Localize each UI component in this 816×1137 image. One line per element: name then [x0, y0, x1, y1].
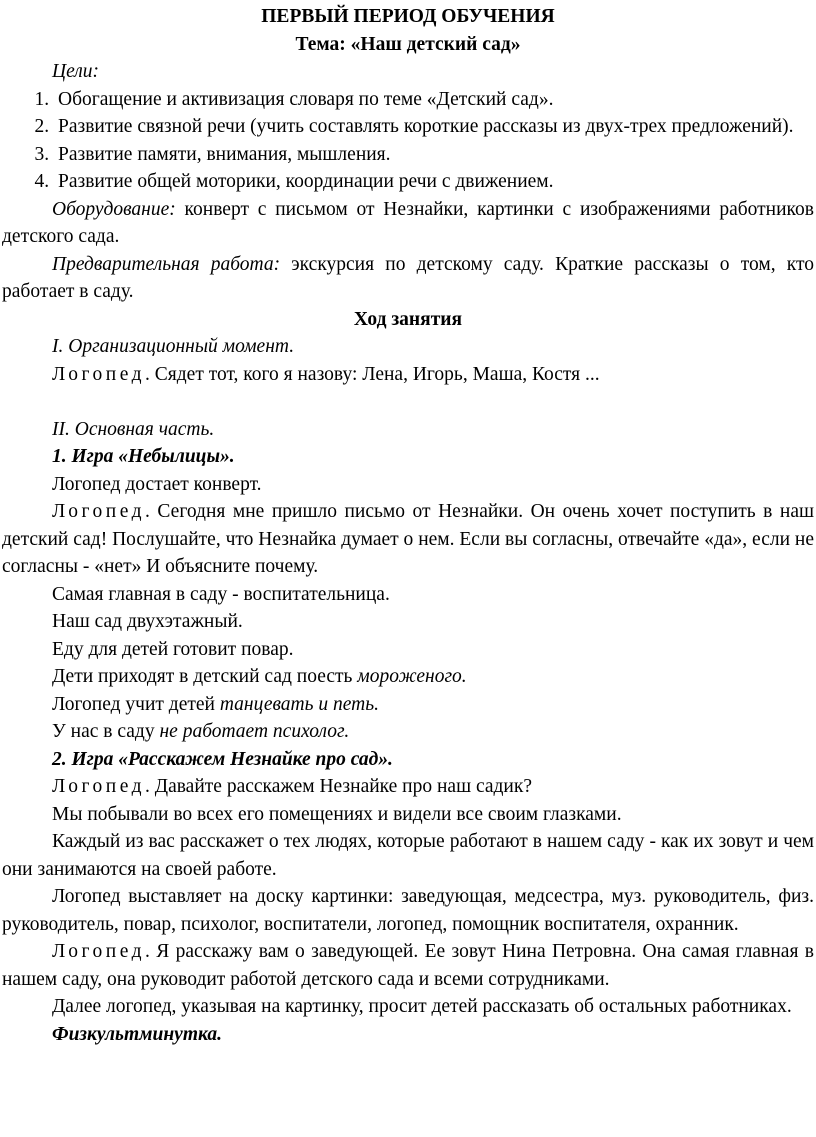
prep-text: экскурсия по детскому саду. Краткие рассказы о том, кто работает в саду. [2, 253, 814, 302]
statement [2, 663, 814, 691]
statement: Самая главная в саду - воспитательница. [52, 583, 390, 605]
phys-break-title: Физкультминутка. [52, 1023, 223, 1045]
statement-emphasis: не работает психолог. [159, 721, 350, 742]
equipment-label: Оборудование: [52, 198, 176, 220]
game2-speech-2 [2, 938, 814, 993]
statement [2, 718, 814, 746]
game1-speech [2, 498, 814, 581]
game2-paragraph: Мы побывали во всех его помещениях и видели все своим глазками. [52, 803, 622, 825]
goal-item: 3. Развитие памяти, внимания, мышления. [54, 141, 814, 169]
statement: Еду для детей готовит повар. [52, 638, 294, 660]
equipment-paragraph [2, 196, 814, 251]
spacer [2, 388, 814, 416]
prep-paragraph [2, 251, 814, 306]
game2-title: 2. Игра «Расскажем Незнайке про сад». [52, 748, 393, 770]
goals-label: Цели: [52, 61, 99, 82]
speaker-label: Логопед [52, 363, 146, 385]
game1-title: 1. Игра «Небылицы». [52, 446, 235, 467]
lesson-heading: Ход занятия [353, 308, 463, 330]
section-main: II. Основная часть. [52, 418, 215, 440]
document-topic: Тема: «Наш детский сад» [295, 33, 521, 55]
game1-intro: Логопед достает конверт. [52, 473, 262, 495]
statement-text: У нас в саду [52, 721, 160, 742]
goals-list [2, 86, 814, 196]
section-org: I. Организационный момент. [52, 336, 295, 357]
goal-item: 2. Развитие связной речи (учить составлять короткие рассказы из двух-трех предложений). [54, 113, 814, 141]
statement-text: Логопед учит детей [52, 693, 220, 715]
statement [2, 691, 814, 719]
game2-paragraph: Каждый из вас расскажет о тех людях, которые работают в нашем саду - как их зовут и чем они занимаются на своей работе. [2, 831, 814, 880]
statement-text: Дети приходят в детский сад поесть [52, 666, 358, 687]
org-text: . Сядет тот, кого я назову: Лена, Игорь, Маша, Костя ... [145, 363, 600, 385]
document-title: ПЕРВЫЙ ПЕРИОД ОБУЧЕНИЯ [261, 6, 555, 27]
statement-emphasis: мороженого. [357, 666, 467, 687]
prep-label: Предварительная работа: [52, 253, 281, 275]
game2-speech [2, 773, 814, 801]
game2-speech-text: . Давайте расскажем Незнайке про наш садик? [145, 776, 532, 797]
game2-paragraph: Логопед выставляет на доску картинки: заведующая, медсестра, муз. руководитель, физ. руководитель, повар, психолог, воспитатели, логопед, помощник воспитателя, охранник. [2, 886, 814, 935]
goal-item: 4. Развитие общей моторики, координации речи с движением. [54, 168, 814, 196]
speaker-label: Логопед [52, 501, 146, 522]
game2-speech2-text: . Я расскажу вам о заведующей. Ее зовут Нина Петровна. Она самая главная в нашем саду, она руководит работой детского сада и всеми сотрудниками. [2, 941, 814, 990]
org-paragraph [2, 361, 814, 389]
game1-speech-text: . Сегодня мне пришло письмо от Незнайки. Он очень хочет поступить в наш детский сад! Послушайте, что Незнайка думает о нем. Если вы согласны, отвечайте «да», если не согласны - «нет» И объясните почему. [2, 501, 814, 577]
goal-item: 1. Обогащение и активизация словаря по теме «Детский сад». [54, 86, 814, 114]
game2-paragraph: Далее логопед, указывая на картинку, просит детей рассказать об остальных работниках. [52, 996, 792, 1017]
statement: Наш сад двухэтажный. [52, 611, 243, 632]
speaker-label: Логопед [52, 941, 146, 962]
equipment-text: конверт с письмом от Незнайки, картинки с изображениями работников детского сада. [2, 198, 814, 247]
statement-emphasis: танцевать и петь. [219, 693, 379, 715]
speaker-label: Логопед [52, 776, 146, 797]
